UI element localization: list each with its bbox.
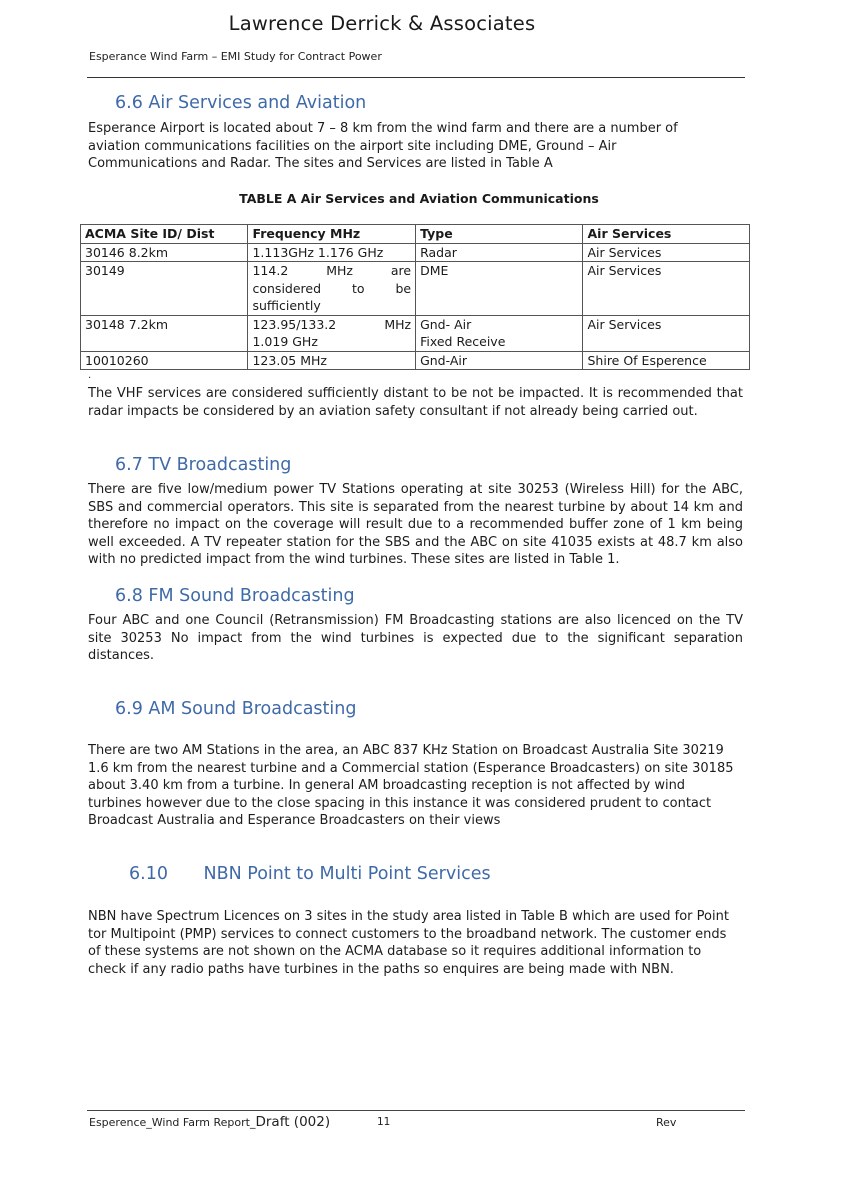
heading-6-8-title: FM Sound Broadcasting: [148, 586, 355, 606]
cell-site: 10010260: [81, 351, 248, 370]
cell-site: 30148 7.2km: [81, 315, 248, 351]
heading-6-9: [115, 699, 356, 719]
cell-frequency: [248, 262, 416, 316]
heading-6-7-title: TV Broadcasting: [148, 455, 292, 475]
heading-6-10-title: NBN Point to Multi Point Services: [203, 864, 491, 884]
para-6-9: There are two AM Stations in the area, an ABC 837 KHz Station on Broadcast Australia Site 30219 1.6 km from the nearest turbine and a Commercial station (Esperance Broadcasters) on site 30185 about 3.40 km from a turbine. In general AM broadcasting reception is not affected by wind turbines however due to the close spacing in this instance it was considered prudent to contact Broadcast Australia and Esperance Broadcasters on their views: [88, 743, 734, 829]
cell-frequency: [248, 315, 416, 351]
cell-site: 30146 8.2km: [81, 243, 248, 262]
para-6-6-intro: Esperance Airport is located about 7 – 8 km from the wind farm and there are a number of aviation communications facilities on the airport site including DME, Ground – Air Communications and Radar. The sites and Services are listed in Table A: [88, 121, 678, 172]
heading-6-10: [129, 864, 491, 884]
table-a: [80, 224, 750, 370]
stray-period: .: [88, 370, 92, 381]
cell-type: DME: [416, 262, 583, 316]
heading-6-6-number: 6.6: [115, 93, 143, 113]
cell-frequency-line1: 123.95/133.2 MHz: [252, 316, 412, 332]
heading-6-9-title: AM Sound Broadcasting: [148, 699, 357, 719]
cell-type-line2: Fixed Receive: [420, 334, 506, 349]
heading-6-9-number: 6.9: [115, 699, 143, 719]
table-a-title: TABLE A Air Services and Aviation Communications: [239, 191, 599, 206]
footer-divider: [87, 1110, 745, 1111]
footer-doc-name: Esperence_Wind Farm Report_: [89, 1116, 256, 1129]
para-6-8: Four ABC and one Council (Retransmission) FM Broadcasting stations are also licenced on the TV site 30253 No impact from the wind turbines is expected due to the significant separation distances.: [88, 613, 743, 664]
para-6-10: NBN have Spectrum Licences on 3 sites in the study area listed in Table B which are used for Point tor Multipoint (PMP) services to connect customers to the broadband network. The customer ends of these systems are not shown on the ACMA database so it requires additional information to check if any radio paths have turbines in the paths so enquires are being made with NBN.: [88, 909, 729, 977]
footer-revision: Rev: [656, 1116, 677, 1129]
para-6-7: There are five low/medium power TV Stations operating at site 30253 (Wireless Hill) for the ABC, SBS and commercial operators. This site is separated from the nearest turbine by about 14 km and therefore no impact on the coverage will result due to a recommended buffer zone of 1 km being well exceeded. A TV repeater station for the SBS and the ABC on site 41035 exists at 48.7 km also with no predicted impact from the wind turbines. These sites are listed in Table 1.: [88, 482, 743, 568]
cell-type-line1: Gnd- Air: [420, 316, 472, 332]
table-row: [81, 243, 750, 262]
table-row: [81, 315, 750, 351]
heading-6-10-number: 6.10: [129, 864, 168, 884]
cell-type: [416, 315, 583, 351]
heading-6-8-number: 6.8: [115, 586, 143, 606]
footer-document-name: [89, 1114, 330, 1130]
heading-6-6: [115, 93, 366, 113]
footer-page-number: 11: [377, 1116, 391, 1128]
heading-6-7-number: 6.7: [115, 455, 143, 475]
company-name: Lawrence Derrick & Associates: [228, 12, 536, 35]
header-divider: [87, 77, 745, 78]
document-subtitle: Esperance Wind Farm – EMI Study for Contract Power: [89, 50, 382, 63]
cell-service: Air Services: [583, 243, 750, 262]
table-header-row: [81, 225, 750, 244]
cell-frequency: 1.113GHz 1.176 GHz: [248, 243, 416, 262]
heading-6-6-title: Air Services and Aviation: [148, 93, 367, 113]
cell-service: Shire Of Esperence: [583, 351, 750, 370]
heading-6-7: [115, 455, 291, 475]
cell-site: 30149: [81, 262, 248, 316]
table-row: [81, 351, 750, 370]
header-cell: ACMA Site ID/ Dist: [81, 225, 248, 244]
cell-type: Radar: [416, 243, 583, 262]
cell-frequency-text: 114.2 MHz are considered to be sufficiently: [252, 263, 412, 313]
header-cell: Air Services: [583, 225, 750, 244]
heading-6-8: [115, 586, 355, 606]
table-row: [81, 262, 750, 316]
para-6-6-after-table: The VHF services are considered sufficiently distant to be not be impacted. It is recommended that radar impacts be considered by an aviation safety consultant if not already being carried out.: [88, 386, 743, 419]
cell-service: Air Services: [583, 262, 750, 316]
header-cell: Frequency MHz: [248, 225, 416, 244]
footer-doc-draft: Draft (002): [255, 1114, 331, 1130]
cell-service: Air Services: [583, 315, 750, 351]
cell-frequency-line2: 1.019 GHz: [252, 334, 318, 349]
header-cell: Type: [416, 225, 583, 244]
cell-frequency: 123.05 MHz: [248, 351, 416, 370]
cell-type: Gnd-Air: [416, 351, 583, 370]
